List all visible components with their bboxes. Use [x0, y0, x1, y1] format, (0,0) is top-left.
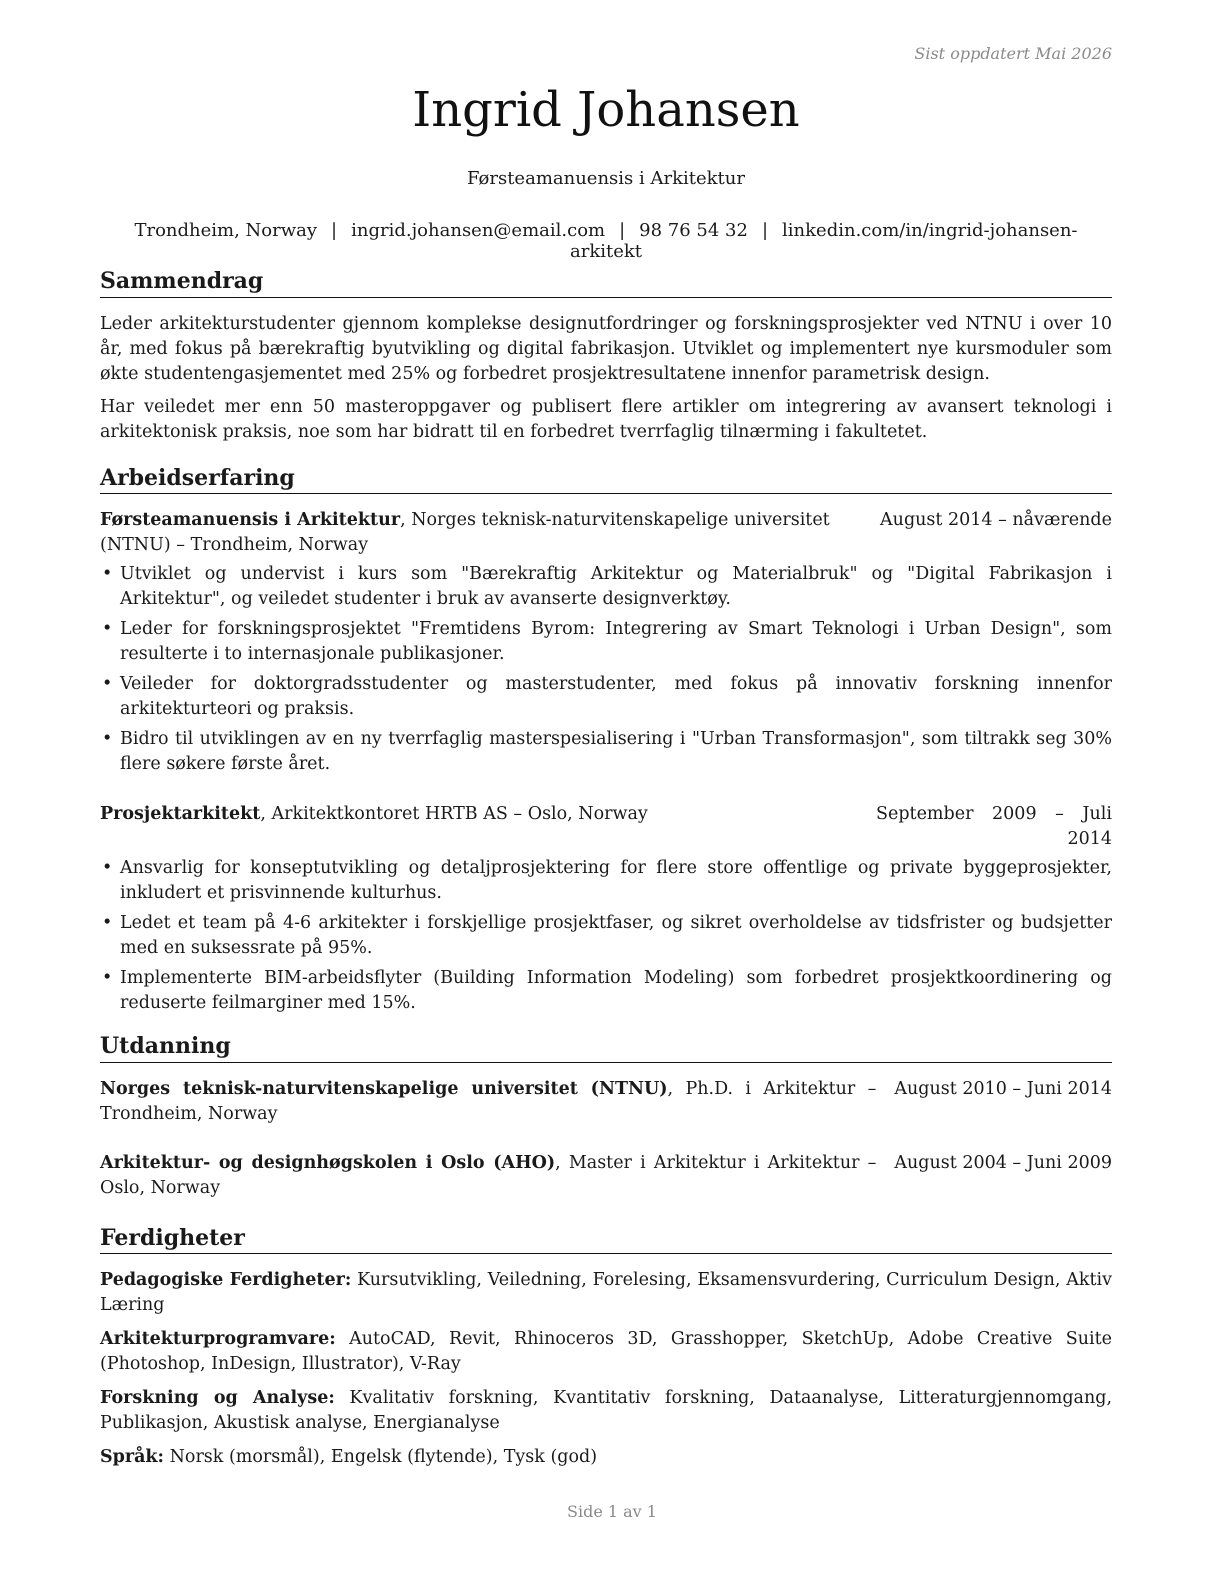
- skill-value: AutoCAD, Revit, Rhinoceros 3D, Grasshopper, SketchUp, Adobe Creative Suite (Photoshop, InDesign, Illustrator), V-Ray: [100, 1329, 1112, 1374]
- skill-label: Pedagogiske Ferdigheter:: [100, 1270, 352, 1290]
- skill-value: Norsk (morsmål), Engelsk (flytende), Tysk (god): [164, 1447, 598, 1467]
- contact-email[interactable]: ingrid.johansen@email.com: [351, 220, 606, 241]
- contact-separator: |: [761, 220, 769, 241]
- section-title-experience: Arbeidserfaring: [100, 465, 1112, 495]
- skill-value: Kvalitativ forskning, Kvantitativ forskning, Dataanalyse, Litteraturgjennomgang, Publikasjon, Akustisk analyse, Energianalyse: [100, 1388, 1113, 1433]
- job-dates: August 2014 – nåværende: [880, 510, 1112, 530]
- last-updated: Sist oppdatert Mai 2026: [914, 44, 1112, 63]
- education-school: Arkitektur- og designhøgskolen i Oslo (AHO): [100, 1152, 556, 1173]
- contact-linkedin[interactable]: linkedin.com/in/ingrid-johansen-arkitekt: [569, 220, 1078, 262]
- list-item: • Veileder for doktorgradsstudenter og masterstudenter, med fokus på innovativ forskning innenfor arkitekturteori og praksis.: [100, 672, 1112, 722]
- skill-row: [100, 1445, 1112, 1470]
- job-role: Prosjektarkitekt: [100, 804, 261, 824]
- job-role: Førsteamanuensis i Arkitektur: [100, 510, 401, 530]
- list-item: • Ansvarlig for konseptutvikling og detaljprosjektering for flere store offentlige og private byggeprosjekter, inkludert et prisvinnende kulturhus.: [100, 856, 1112, 906]
- contact-location: Trondheim, Norway: [134, 220, 318, 241]
- list-item: • Bidro til utviklingen av en ny tverrfaglig masterspesialisering i "Urban Transformasjon", som tiltrakk seg 30% flere søkere første året.: [100, 727, 1112, 777]
- job-dates: September 2009 – Juli 2014: [876, 804, 1112, 849]
- list-item: • Utviklet og undervist i kurs som "Bærekraftig Arkitektur og Materialbruk" og "Digital Fabrikasjon i Arkitektur", og veiledet studenter i bruk av avanserte designverktøy.: [100, 562, 1112, 612]
- job-header: [100, 802, 1112, 852]
- list-item: • Ledet et team på 4-6 arkitekter i forskjellige prosjektfaser, og sikret overholdelse av tidsfrister og budsjetter med en suksessrate på 95%.: [100, 911, 1112, 961]
- skill-label: Arkitekturprogramvare:: [100, 1329, 336, 1349]
- education-dates: August 2010 – Juni 2014: [894, 1078, 1112, 1099]
- skill-row: [100, 1386, 1112, 1436]
- skill-label: Språk:: [100, 1447, 165, 1467]
- contact-line: [100, 220, 1112, 262]
- education-item: [100, 1077, 1112, 1127]
- job-org: , Norges teknisk-naturvitenskapelige universitet (NTNU) – Trondheim, Norway: [100, 510, 830, 555]
- job-header: [100, 508, 1112, 558]
- page-number: Side 1 av 1: [567, 1502, 657, 1521]
- section-title-education: Utdanning: [100, 1033, 1112, 1063]
- skill-label: Forskning og Analyse:: [100, 1388, 335, 1408]
- summary-paragraph: Har veiledet mer enn 50 masteroppgaver og publisert flere artikler om integrering av avansert teknologi i arkitektonisk praksis, noe som har bidratt til en forbedret tverrfaglig tilnærming i fakultetet.: [100, 396, 1112, 442]
- section-title-summary: Sammendrag: [100, 268, 1112, 298]
- education-dates: August 2004 – Juni 2009: [894, 1152, 1112, 1173]
- job-org: , Arkitektkontoret HRTB AS – Oslo, Norway: [260, 804, 648, 824]
- skill-row: [100, 1327, 1112, 1377]
- education-school: Norges teknisk-naturvitenskapelige universitet (NTNU): [100, 1078, 668, 1099]
- skill-value: Kursutvikling, Veiledning, Forelesing, Eksamensvurdering, Curriculum Design, Aktiv Læring: [100, 1270, 1112, 1315]
- education-detail: , Master i Arkitektur i Arkitektur – Oslo, Norway: [100, 1152, 877, 1198]
- section-title-skills: Ferdigheter: [100, 1225, 1112, 1255]
- job-bullets: [100, 856, 1112, 1016]
- contact-phone: 98 76 54 32: [639, 220, 748, 241]
- list-item: • Leder for forskningsprosjektet "Fremtidens Byrom: Integrering av Smart Teknologi i Urban Design", som resulterte i to internasjonale publikasjoner.: [100, 617, 1112, 667]
- list-item: • Implementerte BIM-arbeidsflyter (Building Information Modeling) som forbedret prosjektkoordinering og reduserte feilmarginer med 15%.: [100, 966, 1112, 1016]
- contact-separator: |: [331, 220, 338, 241]
- education-detail: , Ph.D. i Arkitektur – Trondheim, Norway: [100, 1078, 877, 1124]
- summary-paragraph: Leder arkitekturstudenter gjennom komplekse designutfordringer og forskningsprosjekter ved NTNU i over 10 år, med fokus på bærekraftig byutvikling og digital fabrikasjon. Utviklet og implementert nye kursmoduler som økte studentengasjementet med 25% og forbedret prosjektresultatene innenfor parametrisk design.: [100, 313, 1112, 384]
- contact-separator: |: [619, 220, 626, 241]
- resume-body: [100, 268, 1112, 1479]
- education-item: [100, 1151, 1112, 1201]
- candidate-headline: Førsteamanuensis i Arkitektur: [467, 168, 745, 189]
- job-bullets: [100, 562, 1112, 777]
- skill-row: [100, 1268, 1112, 1318]
- candidate-name: Ingrid Johansen: [412, 82, 800, 138]
